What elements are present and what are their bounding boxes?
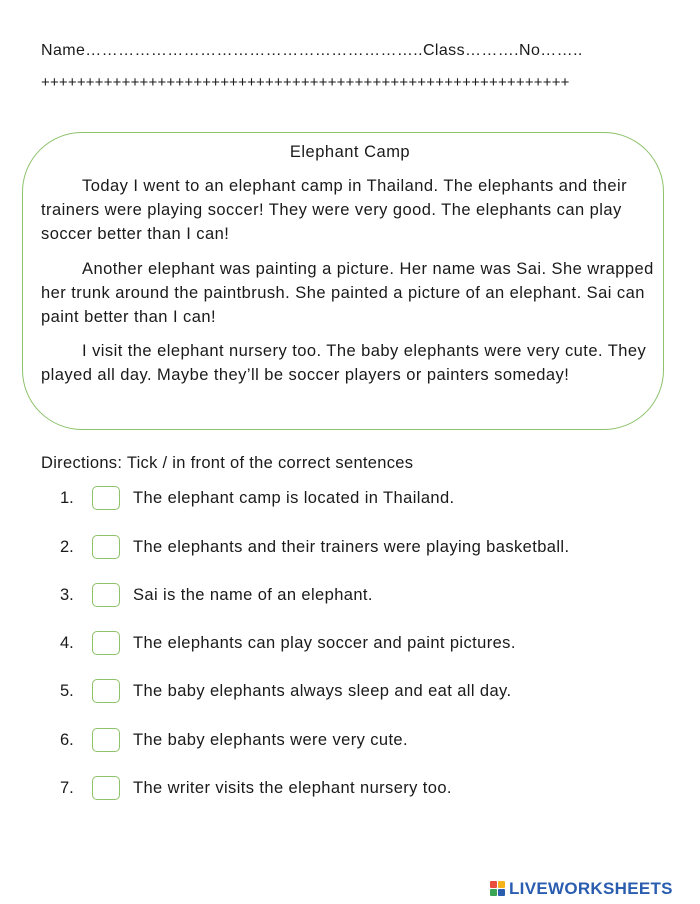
question-number: 1.	[60, 489, 74, 507]
tick-checkbox[interactable]	[92, 583, 120, 607]
question-row	[0, 776, 700, 804]
question-number: 5.	[60, 682, 74, 700]
name-class-number-line: Name……………………………………………………..Class……….No……..	[41, 42, 583, 59]
tick-checkbox[interactable]	[92, 535, 120, 559]
question-number: 6.	[60, 731, 74, 749]
story-title: Elephant Camp	[289, 143, 411, 161]
question-text: The baby elephants were very cute.	[133, 731, 408, 749]
question-text: The elephants and their trainers were playing basketball.	[133, 538, 570, 556]
liveworksheets-logo-icon	[490, 881, 506, 897]
story-paragraph-2: Another elephant was painting a picture. Her name was Sai. She wrapped her trunk around the paintbrush. She painted a picture of an elephant. Sai can paint better than I can!	[41, 260, 654, 326]
question-text: The baby elephants always sleep and eat all day.	[133, 682, 512, 700]
question-number: 4.	[60, 634, 74, 652]
story-paragraph-3: I visit the elephant nursery too. The baby elephants were very cute. They played all day. Maybe they’ll be soccer players or painters someday!	[41, 342, 647, 384]
question-text: The elephant camp is located in Thailand.	[133, 489, 455, 507]
separator-plus-line: +++++++++++++++++++++++++++++++++++++++++++++++++++++++++++	[41, 74, 570, 91]
directions: Directions: Tick / in front of the correct sentences	[41, 454, 414, 472]
liveworksheets-logo	[490, 878, 673, 900]
question-number: 7.	[60, 779, 74, 797]
question-row	[0, 631, 700, 659]
story-paragraph-1: Today I went to an elephant camp in Thailand. The elephants and their trainers were playing soccer! They were very good. The elephants can play soccer better than I can!	[41, 177, 628, 243]
tick-checkbox[interactable]	[92, 728, 120, 752]
tick-checkbox[interactable]	[92, 486, 120, 510]
question-number: 3.	[60, 586, 74, 604]
question-text: The elephants can play soccer and paint pictures.	[133, 634, 516, 652]
question-text: Sai is the name of an elephant.	[133, 586, 373, 604]
question-number: 2.	[60, 538, 74, 556]
question-row	[0, 583, 700, 611]
question-row	[0, 535, 700, 563]
liveworksheets-logo-text: LIVEWORKSHEETS	[509, 879, 673, 898]
question-row	[0, 728, 700, 756]
question-row	[0, 679, 700, 707]
question-text: The writer visits the elephant nursery too.	[133, 779, 452, 797]
tick-checkbox[interactable]	[92, 631, 120, 655]
question-row	[0, 486, 700, 514]
tick-checkbox[interactable]	[92, 679, 120, 703]
tick-checkbox[interactable]	[92, 776, 120, 800]
